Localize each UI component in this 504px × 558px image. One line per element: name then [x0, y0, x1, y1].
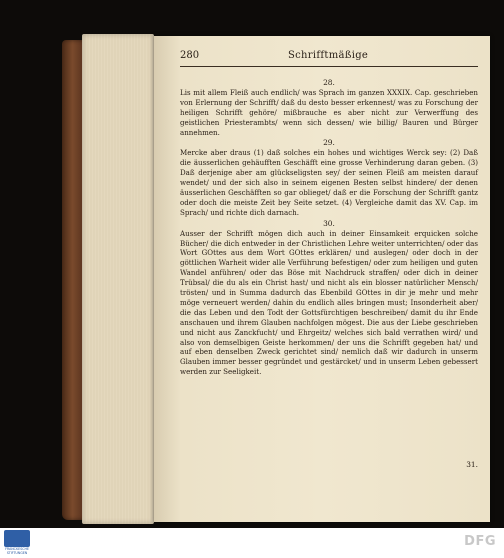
section-text: Ausser der Schrifft mögen dich auch in deiner Einsamkeit erquicken solche Bücher/ die dich entweder in der Christlichen Lehre weiter unterrichten/ oder das Wort GOttes aus dem Wort GOttes erklären/ und auslegen/ oder doch in der göttlichen Warheit wider alle Verführung befestigen/ oder zum heiligen und guten Wandel anführen/ oder das Böse mit Nachdruck straffen/ oder dich in deiner Trübsal/ die du als ein Christ hast/ und nicht als ein blosser natürlicher Mensch/ trösten/ und in Summa dadurch das Ebenbild GOttes in dir je mehr und mehr möge verneuert werden/ dahin du endlich alles bringen must; Insonderheit aber/ die das Leben und den Todt der Gottsfürchtigen beschreiben/ damit du ihr Ende anschauen und ihrem Glauben nachfolgen mögest. Die aus der Liebe geschrieben und nicht aus Zanckfucht/ und Ehrgeitz/ welches sich bald verrathen wird/ und also von demselbigen Geiste herkommen/ der uns die Schrifft gegeben hat/ und auf eben denselben Zweck gerichtet sind/ nemlich daß wir dadurch in unserm Glauben immer besser gegründet und gestärcket/ und in unserm Leben gebessert werden zur Seeligkeit.: [180, 228, 478, 377]
catchword: 31.: [466, 460, 478, 469]
viewer-footer: [0, 528, 504, 558]
franckesche-stiftungen-logo[interactable]: [4, 530, 30, 556]
running-title: Schrifftmäßige: [288, 50, 369, 61]
page-number: 280: [180, 50, 200, 61]
section-text: Lis mit allem Fleiß auch endlich/ was Sprach im ganzen XXXIX. Cap. geschrieben von Erlernung der Schrifft/ daß du desto besser erkennest/ was zu Forschung der heiligen Schrifft gehöre/ mißbrauche es aber nicht zur Verwerffung des geistlichen Priesterambts/ wenn sich dessen/ wie billig/ Bauren und Bürger annehmen.: [180, 87, 478, 137]
book: [62, 34, 494, 526]
section-text: Mercke aber draus (1) daß solches ein hohes und wichtiges Werck sey: (2) Daß die äusserlichen gehäufften Geschäfft eine grosse Verhinderung daran geben. (3) Daß derjenige aber am glückseligsten sey/ der seinen Fleiß am meisten darauf wendet/ und der sich also in seinem eigenen Besten selbst hindere/ der denen äusserlichen Geschäfften so gar oblieget/ daß er die Forschung der Schrifft gantz oder doch die meiste Zeit bey Seite setzet. (4) Vergleiche damit das XV. Cap. im Sprach/ und richte dich darnach.: [180, 148, 478, 217]
book-page: [154, 36, 490, 522]
page-body: [180, 78, 478, 378]
section-number: 28.: [323, 78, 335, 87]
dfg-logo[interactable]: DFG: [464, 534, 496, 549]
page-header: [180, 50, 478, 64]
logo-caption-line: STIFTUNGEN: [6, 551, 28, 555]
section-number: 29.: [323, 138, 335, 148]
header-rule: [180, 66, 478, 67]
logo-caption-line: FRANCKESCHE: [5, 547, 29, 551]
logo-mark-icon: [4, 530, 30, 547]
page-edges: [82, 34, 154, 524]
section-number: 30.: [323, 218, 335, 228]
